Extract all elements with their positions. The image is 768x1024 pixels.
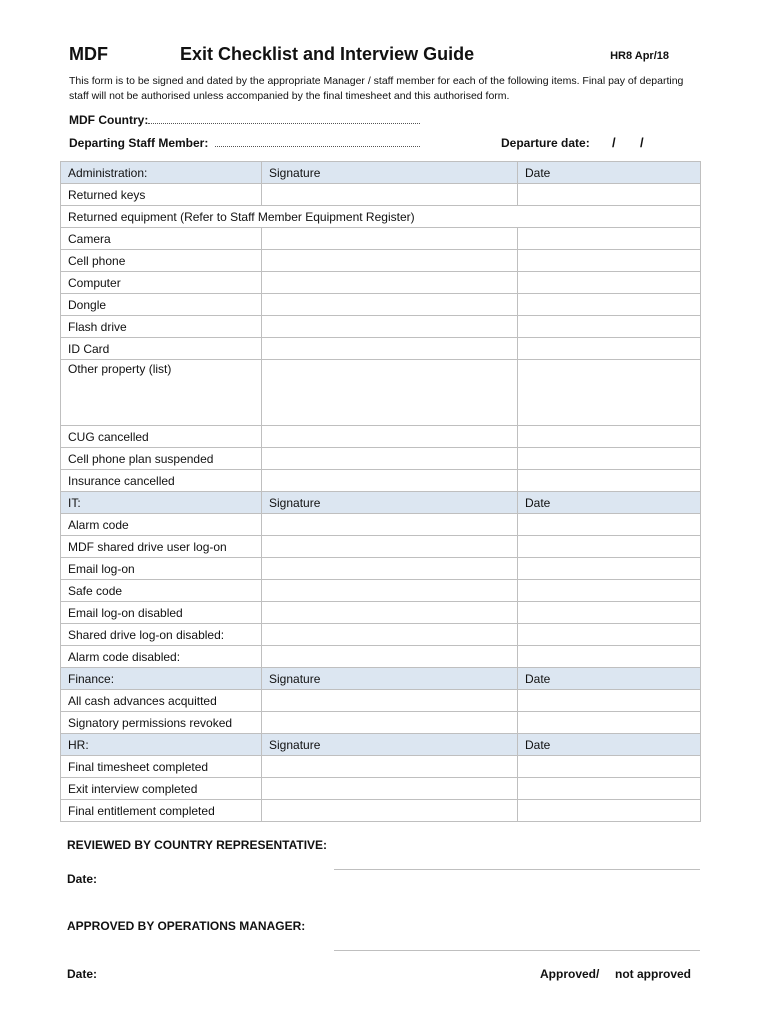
country-field[interactable] bbox=[69, 113, 420, 127]
table-row bbox=[61, 646, 701, 668]
date-cell[interactable] bbox=[518, 470, 701, 492]
section-label: HR: bbox=[61, 734, 262, 756]
item-label: ID Card bbox=[61, 338, 262, 360]
table-row bbox=[61, 756, 701, 778]
signature-header: Signature bbox=[262, 734, 518, 756]
date-cell[interactable] bbox=[518, 272, 701, 294]
date-cell[interactable] bbox=[518, 426, 701, 448]
item-label: Final timesheet completed bbox=[61, 756, 262, 778]
signature-cell[interactable] bbox=[262, 250, 518, 272]
date-cell[interactable] bbox=[518, 800, 701, 822]
section-label: Administration: bbox=[61, 162, 262, 184]
date-cell[interactable] bbox=[518, 690, 701, 712]
date-cell[interactable] bbox=[518, 184, 701, 206]
table-row bbox=[61, 206, 701, 228]
item-label: Flash drive bbox=[61, 316, 262, 338]
signature-cell[interactable] bbox=[262, 536, 518, 558]
table-row bbox=[61, 514, 701, 536]
table-row bbox=[61, 294, 701, 316]
table-row bbox=[61, 316, 701, 338]
item-label: Final entitlement completed bbox=[61, 800, 262, 822]
date-slash-1: / bbox=[612, 135, 616, 150]
signature-cell[interactable] bbox=[262, 470, 518, 492]
signature-cell[interactable] bbox=[262, 778, 518, 800]
date-cell[interactable] bbox=[518, 558, 701, 580]
item-label: Insurance cancelled bbox=[61, 470, 262, 492]
table-row bbox=[61, 470, 701, 492]
signature-cell[interactable] bbox=[262, 558, 518, 580]
org-name: MDF bbox=[69, 44, 108, 64]
date-cell[interactable] bbox=[518, 602, 701, 624]
exit-checklist-table bbox=[60, 161, 701, 822]
table-row bbox=[61, 360, 701, 426]
date-cell[interactable] bbox=[518, 448, 701, 470]
item-label: Camera bbox=[61, 228, 262, 250]
approved-by-label: APPROVED BY OPERATIONS MANAGER: bbox=[67, 919, 306, 933]
date-cell[interactable] bbox=[518, 580, 701, 602]
section-header-administration bbox=[61, 162, 701, 184]
signature-cell[interactable] bbox=[262, 756, 518, 778]
signature-cell[interactable] bbox=[262, 360, 518, 426]
table-row bbox=[61, 228, 701, 250]
table-row bbox=[61, 624, 701, 646]
date-cell[interactable] bbox=[518, 228, 701, 250]
table-row bbox=[61, 272, 701, 294]
item-label: Alarm code bbox=[61, 514, 262, 536]
signature-cell[interactable] bbox=[262, 800, 518, 822]
date-cell[interactable] bbox=[518, 360, 701, 426]
item-label: Exit interview completed bbox=[61, 778, 262, 800]
signature-cell[interactable] bbox=[262, 272, 518, 294]
signature-cell[interactable] bbox=[262, 602, 518, 624]
signature-cell[interactable] bbox=[262, 646, 518, 668]
table-row bbox=[61, 690, 701, 712]
section-label: Finance: bbox=[61, 668, 262, 690]
signature-cell[interactable] bbox=[262, 580, 518, 602]
table-row bbox=[61, 800, 701, 822]
date-cell[interactable] bbox=[518, 338, 701, 360]
item-label: Alarm code disabled: bbox=[61, 646, 262, 668]
date-cell[interactable] bbox=[518, 712, 701, 734]
table-row bbox=[61, 558, 701, 580]
form-title: Exit Checklist and Interview Guide bbox=[180, 44, 475, 64]
signature-cell[interactable] bbox=[262, 624, 518, 646]
date-cell[interactable] bbox=[518, 778, 701, 800]
reviewed-date-label: Date: bbox=[67, 872, 98, 886]
departure-date-label: Departure date: bbox=[501, 136, 590, 150]
signature-header: Signature bbox=[262, 668, 518, 690]
item-label: Email log-on disabled bbox=[61, 602, 262, 624]
item-label: CUG cancelled bbox=[61, 426, 262, 448]
item-label: Signatory permissions revoked bbox=[61, 712, 262, 734]
date-header: Date bbox=[518, 162, 701, 184]
date-cell[interactable] bbox=[518, 294, 701, 316]
table-row bbox=[61, 602, 701, 624]
date-cell[interactable] bbox=[518, 316, 701, 338]
date-header: Date bbox=[518, 668, 701, 690]
date-cell[interactable] bbox=[518, 624, 701, 646]
section-header-finance bbox=[61, 668, 701, 690]
signature-cell[interactable] bbox=[262, 448, 518, 470]
signature-cell[interactable] bbox=[262, 294, 518, 316]
item-label: Returned keys bbox=[61, 184, 262, 206]
table-row bbox=[61, 778, 701, 800]
date-cell[interactable] bbox=[518, 756, 701, 778]
section-header-hr bbox=[61, 734, 701, 756]
item-label: Cell phone plan suspended bbox=[61, 448, 262, 470]
item-label: All cash advances acquitted bbox=[61, 690, 262, 712]
table-row bbox=[61, 338, 701, 360]
staff-member-label: Departing Staff Member: bbox=[69, 136, 209, 150]
date-header: Date bbox=[518, 492, 701, 514]
signature-cell[interactable] bbox=[262, 184, 518, 206]
signature-header: Signature bbox=[262, 492, 518, 514]
table-row bbox=[61, 448, 701, 470]
table-row bbox=[61, 184, 701, 206]
signature-cell[interactable] bbox=[262, 690, 518, 712]
signature-cell[interactable] bbox=[262, 712, 518, 734]
table-row bbox=[61, 250, 701, 272]
reviewed-by-label: REVIEWED BY COUNTRY REPRESENTATIVE: bbox=[67, 838, 328, 852]
table-row bbox=[61, 712, 701, 734]
item-label: Other property (list) bbox=[61, 360, 262, 426]
item-label: Email log-on bbox=[61, 558, 262, 580]
signature-cell[interactable] bbox=[262, 514, 518, 536]
approved-option[interactable]: Approved/ bbox=[540, 967, 600, 981]
reviewer-signature-line[interactable] bbox=[334, 869, 700, 870]
date-cell[interactable] bbox=[518, 514, 701, 536]
table-row bbox=[61, 580, 701, 602]
section-header-it bbox=[61, 492, 701, 514]
signature-cell[interactable] bbox=[262, 316, 518, 338]
date-cell[interactable] bbox=[518, 536, 701, 558]
table-row bbox=[61, 426, 701, 448]
date-cell[interactable] bbox=[518, 250, 701, 272]
approver-signature-line[interactable] bbox=[334, 950, 700, 951]
intro-text: This form is to be signed and dated by the appropriate Manager / staff member for each of the following items. Final pay of departing staff will not be authorised unless accompanied by the final timesheet and this authorised form. bbox=[69, 75, 684, 102]
item-label: Returned equipment (Refer to Staff Member Equipment Register) bbox=[61, 206, 701, 228]
signature-cell[interactable] bbox=[262, 228, 518, 250]
not-approved-option[interactable]: not approved bbox=[615, 967, 692, 981]
date-header: Date bbox=[518, 734, 701, 756]
country-input-line[interactable] bbox=[148, 113, 420, 124]
item-label: Cell phone bbox=[61, 250, 262, 272]
item-label: Computer bbox=[61, 272, 262, 294]
signature-cell[interactable] bbox=[262, 426, 518, 448]
signature-header: Signature bbox=[262, 162, 518, 184]
item-label: Safe code bbox=[61, 580, 262, 602]
item-label: Shared drive log-on disabled: bbox=[61, 624, 262, 646]
signature-cell[interactable] bbox=[262, 338, 518, 360]
staff-member-input-line[interactable] bbox=[215, 136, 420, 147]
item-label: Dongle bbox=[61, 294, 262, 316]
item-label: MDF shared drive user log-on bbox=[61, 536, 262, 558]
approved-date-label: Date: bbox=[67, 967, 98, 981]
date-cell[interactable] bbox=[518, 646, 701, 668]
form-code: HR8 Apr/18 bbox=[610, 50, 669, 62]
staff-member-field[interactable] bbox=[69, 136, 420, 150]
date-slash-2: / bbox=[640, 135, 644, 150]
form-header bbox=[69, 44, 699, 70]
section-label: IT: bbox=[61, 492, 262, 514]
table-row bbox=[61, 536, 701, 558]
country-label: MDF Country: bbox=[69, 113, 149, 127]
